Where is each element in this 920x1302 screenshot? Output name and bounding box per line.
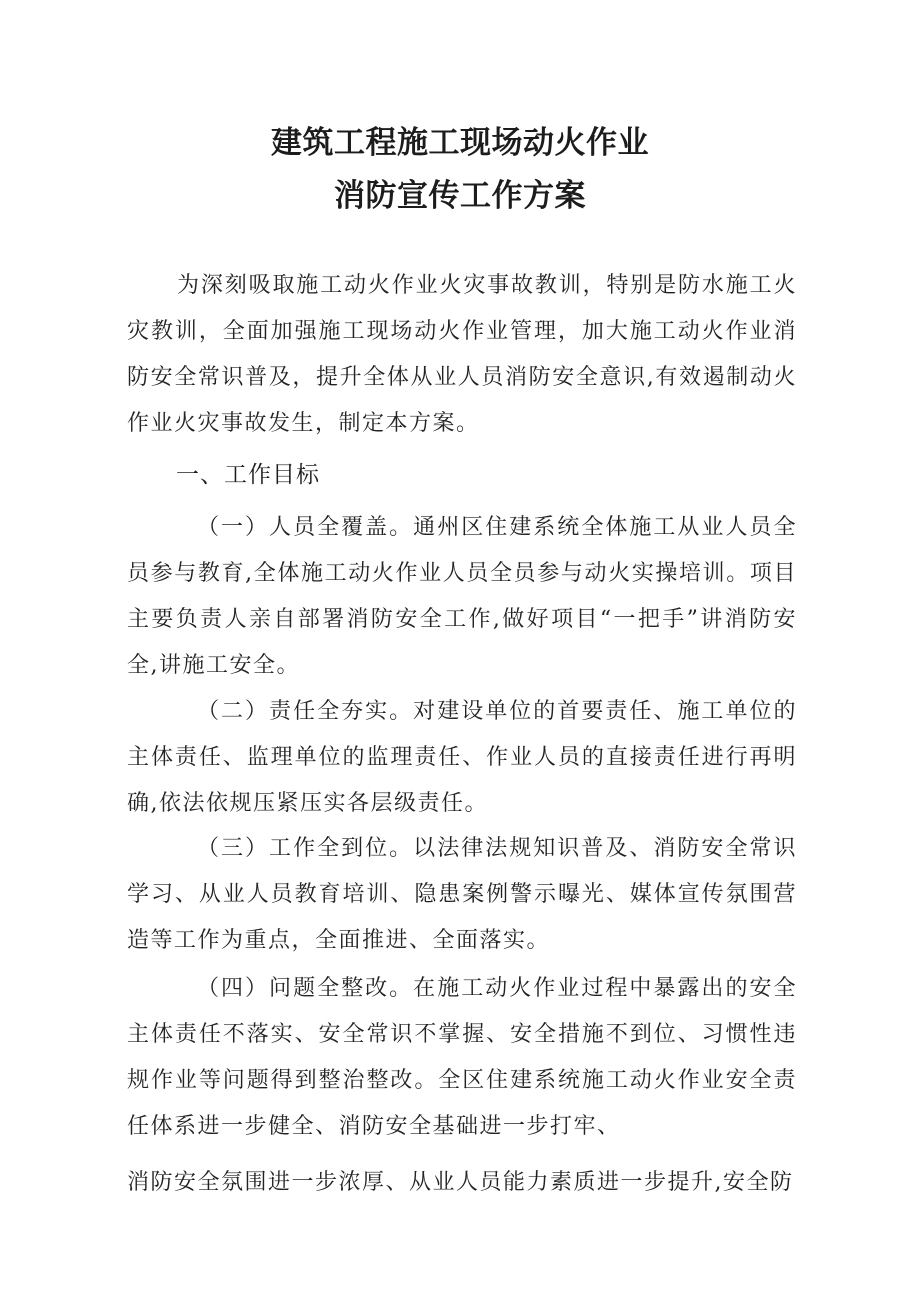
document-title-line1: 建筑工程施工现场动火作业 — [271, 125, 649, 161]
goal-item-2: （二）责任全夯实。对建设单位的首要责任、施工单位的主体责任、监理单位的监理责任、作业人员的直接责任进行再明确,依法依规压紧压实各层级责任。 — [127, 699, 797, 816]
section-heading-work-goals: 一、工作目标 — [176, 462, 320, 488]
continuation-paragraph: 消防安全氛围进一步浓厚、从业人员能力素质进一步提升,安全防 — [127, 1170, 794, 1195]
goal-item-1: （一）人员全覆盖。通州区住建系统全体施工从业人员全员参与教育,全体施工动火作业人员全员参与动火实操培训。项目主要负责人亲自部署消防安全工作,做好项目“一把手”讲消防安全,讲施工安全。 — [127, 515, 797, 678]
goal-item-4: （四）问题全整改。在施工动火作业过程中暴露出的安全主体责任不落实、安全常识不掌握、安全措施不到位、习惯性违规作业等问题得到整治整改。全区住建系统施工动火作业安全责任体系进一步健全、消防安全基础进一步打牢、 — [127, 976, 797, 1139]
intro-paragraph: 为深刻吸取施工动火作业火灾事故教训，特别是防水施工火灾教训，全面加强施工现场动火作业管理，加大施工动火作业消防安全常识普及，提升全体从业人员消防安全意识,有效遏制动火作业火灾事故发生，制定本方案。 — [127, 273, 797, 436]
goal-item-3: （三）工作全到位。以法律法规知识普及、消防安全常识学习、从业人员教育培训、隐患案例警示曝光、媒体宣传氛围营造等工作为重点，全面推进、全面落实。 — [127, 836, 797, 953]
document-title-line2: 消防宣传工作方案 — [334, 178, 586, 214]
